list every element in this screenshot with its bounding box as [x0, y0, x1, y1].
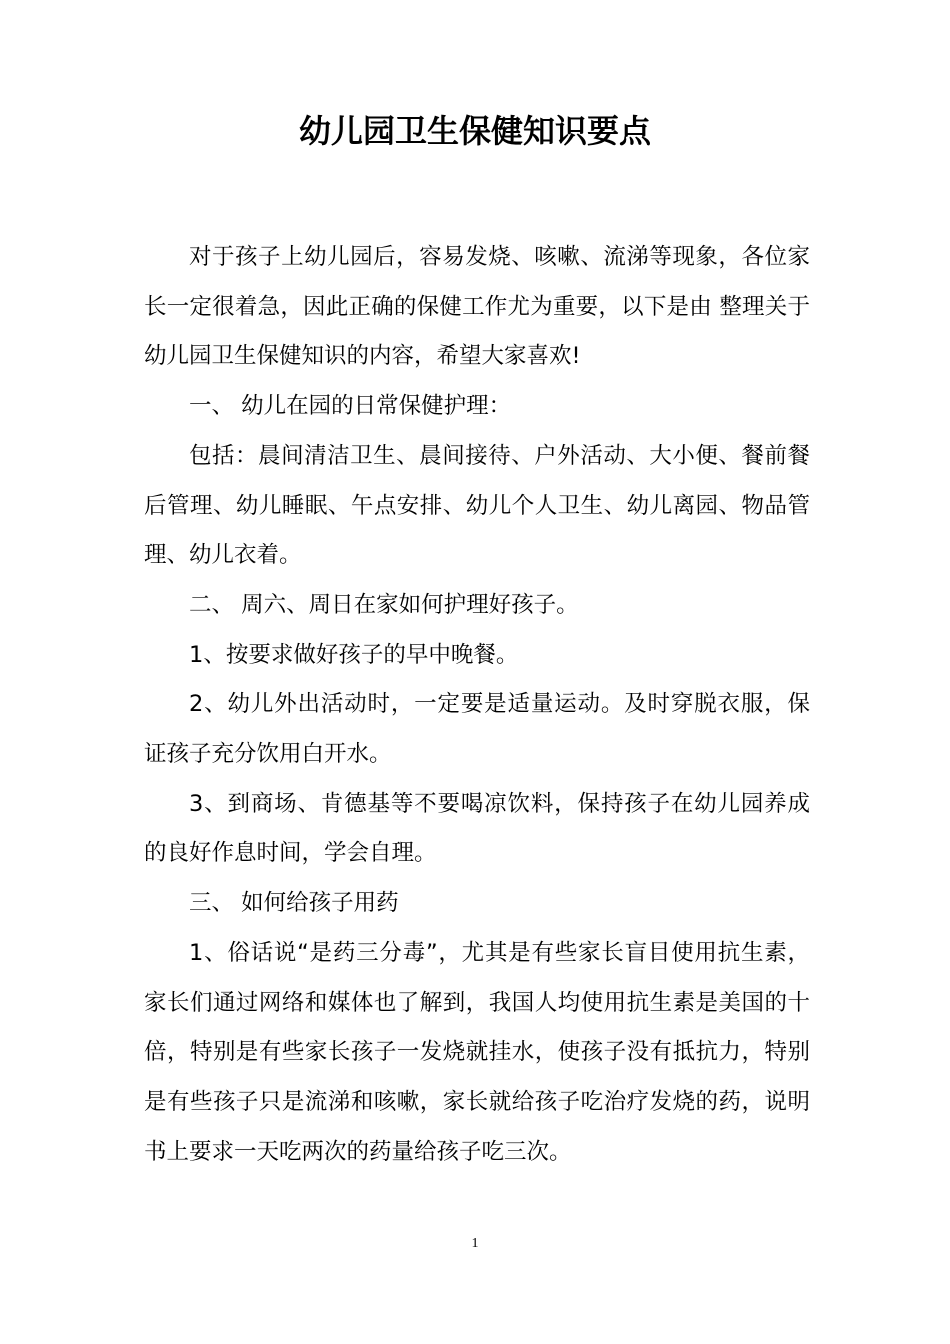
- section-heading-3: 三、 如何给孩子用药: [189, 890, 399, 917]
- list-item-1: 1、按要求做好孩子的早中晚餐。: [189, 641, 519, 668]
- section-heading-1: 一、 幼儿在园的日常保健护理：: [189, 393, 512, 420]
- paragraph-intro: 对于孩子上幼儿园后，容易发烧、咳嗽、流涕等现象，各位家长一定很着急，因此正确的保健工作尤为重要，以下是由 整理关于幼儿园卫生保健知识的内容，希望大家喜欢!: [144, 244, 810, 370]
- paragraph-daily-care: 包括：晨间清洁卫生、晨间接待、户外活动、大小便、餐前餐后管理、幼儿睡眠、午点安排、幼儿个人卫生、幼儿离园、物品管理、幼儿衣着。: [144, 442, 810, 569]
- document-body: [144, 233, 810, 1177]
- list-item-2: 2、幼儿外出活动时，一定要是适量运动。及时穿脱衣服，保证孩子充分饮用白开水。: [144, 691, 810, 768]
- list-item-3: 3、到商场、肯德基等不要喝凉饮料，保持孩子在幼儿园养成的良好作息时间，学会自理。: [144, 790, 810, 867]
- paragraph-medication: 1、俗话说“是药三分毒”，尤其是有些家长盲目使用抗生素，家长们通过网络和媒体也了解到，我国人均使用抗生素是美国的十倍，特别是有些家长孩子一发烧就挂水，使孩子没有抵抗力，特别是有些孩子只是流涕和咳嗽，家长就给孩子吃治疗发烧的药，说明书上要求一天吃两次的药量给孩子吃三次。: [144, 939, 810, 1165]
- page-number: 1: [471, 1236, 479, 1251]
- document-title: 幼儿园卫生保健知识要点: [298, 112, 651, 150]
- section-heading-2: 二、 周六、周日在家如何护理好孩子。: [189, 591, 579, 618]
